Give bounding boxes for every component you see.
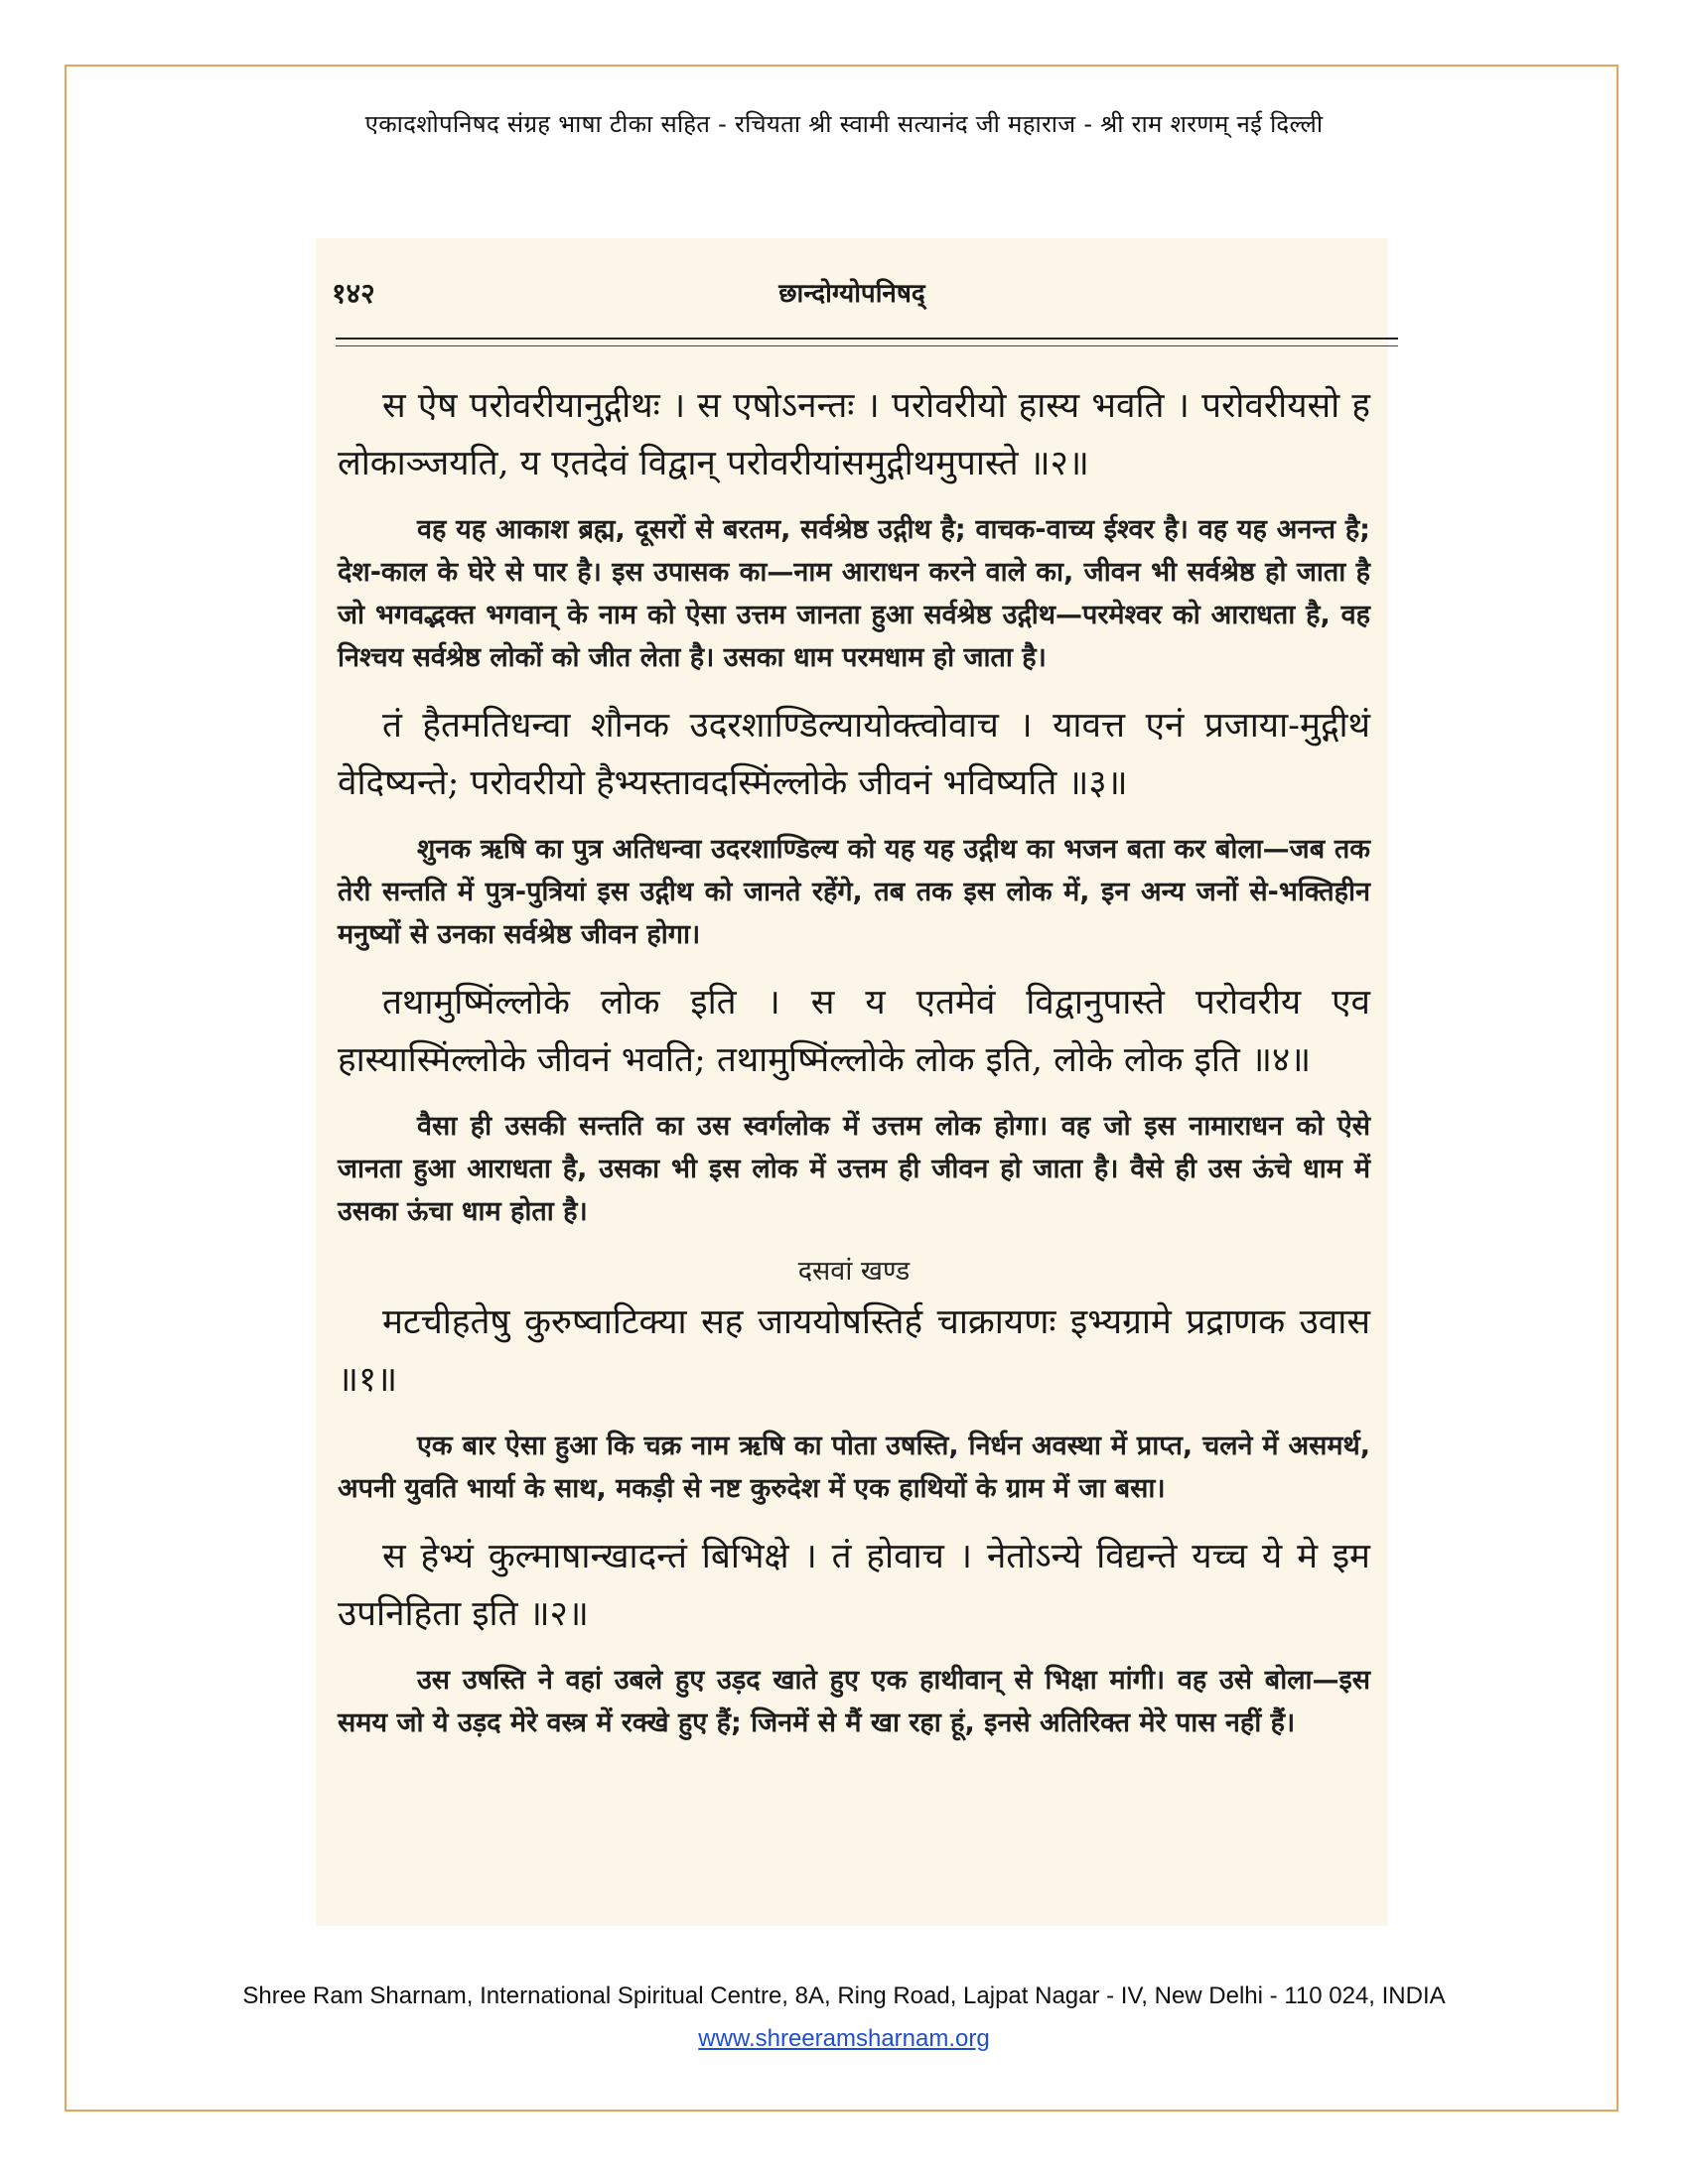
commentary-2: वह यह आकाश ब्रह्म, दूसरों से बरतम, सर्वश्रेष्ठ उद्गीथ है; वाचक-वाच्य ईश्वर है। वह यह अनन्त है; देश-काल के घेरे से पार है। इस उपासक का—नाम आराधन करने वाले का, जीवन भी सर्वश्रेष्ठ हो जाता है जो भगवद्भक्त भगवान् के नाम को ऐसा उत्तम जानता हुआ सर्वश्रेष्ठ उद्गीथ—परमेश्वर को आराधता है, वह निश्चय सर्वश्रेष्ठ लोकों को जीत लेता है। उसका धाम परमधाम हो जाता है।	[338, 514, 1370, 673]
commentary-3: शुनक ऋषि का पुत्र अतिधन्वा उदरशाण्डिल्य को यह यह उद्गीथ का भजन बता कर बोला—जब तक तेरी सन्तति में पुत्र-पुत्रियां इस उद्गीथ को जानते रहेंगे, तब तक इस लोक में, इन अन्य जनों से-भक्तिहीन मनुष्यों से उनका सर्वश्रेष्ठ जीवन होगा।	[338, 834, 1370, 950]
commentary-10-2: उस उषस्ति ने वहां उबले हुए उड़द खाते हुए एक हाथीवान् से भिक्षा मांगी। वह उसे बोला—इस समय जो ये उड़द मेरे वस्त्र में रक्खे हुए हैं; जिनमें से मैं खा रहा हूं, इनसे अतिरिक्त मेरे पास नहीं हैं।	[338, 1665, 1370, 1738]
section-heading: दसवां खण्ड	[797, 1256, 911, 1287]
footer-address: Shree Ram Sharnam, International Spiritual Centre, 8A, Ring Road, Lajpat Nagar - IV, New Delhi - 110 024, INDIA	[242, 1982, 1446, 2009]
verse-2: स ऐष परोवरीयानुद्गीथः । स एषोऽनन्तः । परोवरीयो हास्य भवति । परोवरीयसो ह लोकाञ्जयति, य एतदेवं विद्वान् परोवरीयांसमुद्गीथमुपास्ते ॥२॥	[338, 386, 1370, 483]
verse-3: तं हैतमतिधन्वा शौनक उदरशाण्डिल्यायोक्त्वोवाच । यावत्त एनं प्रजाया-मुद्गीथं वेदिष्यन्ते; परोवरीयो हैभ्यस्तावदस्मिंल्लोके जीवनं भविष्यति ॥३॥	[338, 706, 1370, 803]
commentary-10-1: एक बार ऐसा हुआ कि चक्र नाम ऋषि का पोता उषस्ति, निर्धन अवस्था में प्राप्त, चलने में असमर्थ, अपनी युवति भार्या के साथ, मकड़ी से नष्ट कुरुदेश में एक हाथियों के ग्राम में जा बसा।	[338, 1431, 1370, 1504]
header-rule-thin	[336, 345, 1398, 346]
scan-body	[338, 377, 1370, 1762]
scan-header	[316, 238, 1388, 357]
verse-10-2: स हेभ्यं कुल्माषान्खादन्तं बिभिक्षे । तं होवाच । नेतोऽन्ये विद्यन्ते यच्च ये मे इम उपनिहिता इति ॥२॥	[338, 1537, 1370, 1634]
verse-10-1: मटचीहतेषु कुरुष्वाटिक्या सह जाययोषस्तिर्ह चाक्रायणः इभ्यग्रामे प्रद्राणक उवास ॥१॥	[338, 1302, 1370, 1400]
commentary-4: वैसा ही उसकी सन्तति का उस स्वर्गलोक में उत्तम लोक होगा। वह जो इस नामाराधन को ऐसे जानता हुआ आराधता है, उसका भी इस लोक में उत्तम ही जीवन हो जाता है। वैसे ही उस ऊंचे धाम में उसका ऊंचा धाम होता है।	[338, 1111, 1370, 1227]
website-link[interactable]: www.shreeramsharnam.org	[698, 2025, 990, 2052]
verse-4: तथामुष्मिंल्लोके लोक इति । स य एतमेवं विद्वानुपास्ते परोवरीय एव हास्यास्मिंल्लोके जीवनं भवति; तथामुष्मिंल्लोके लोक इति, लोके लोक इति ॥४॥	[338, 983, 1370, 1080]
document-header: एकादशोपनिषद संग्रह भाषा टीका सहित - रचियता श्री स्वामी सत्यानंद जी महाराज - श्री राम शरणम् नई दिल्ली	[364, 110, 1324, 138]
running-title: छान्दोग्योपनिषद्	[778, 279, 925, 309]
footer-website	[0, 2025, 1688, 2053]
scanned-page	[316, 238, 1388, 1926]
page-number: १४२	[332, 277, 375, 310]
header-rule	[336, 338, 1398, 340]
